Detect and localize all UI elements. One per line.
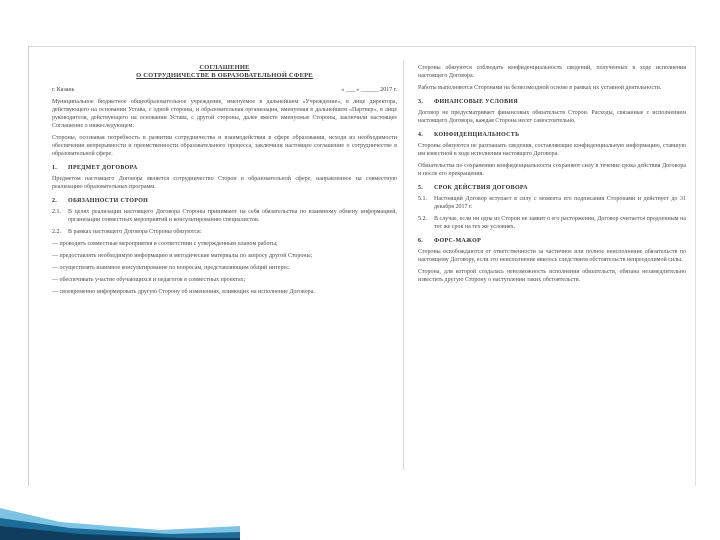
date-label: « ___ » ______ 2017 г. [341, 87, 397, 93]
clause-5-1-text: Настоящий Договор вступает в силу с момента его подписания Сторонами и действует до 31 декабря 2017 г. [434, 196, 686, 210]
clause-2-1-number: 2.1. [52, 209, 61, 215]
clause-5-2-text: В случае, если ни одна из Сторон не заявит о его расторжении, Договор считается продленным на тот же срок на тех же условиях. [434, 216, 686, 230]
clause-2-1-text: В целях реализации настоящего Договора Стороны принимают на себя обязательства по взаимному обмену информацией, организации совместных мероприятий и консультированию специалистов. [68, 209, 397, 223]
page-frame-right [695, 46, 696, 486]
clause-2-2 [52, 228, 397, 236]
section-2-number: 2. [52, 198, 58, 204]
clause-5-2-number: 5.2. [418, 216, 427, 222]
section-4-text: Стороны обязуются не разглашать сведения, составляющие конфиденциальную информацию, ставшую им известной в ходе исполнения настоящего Договора. [418, 143, 686, 157]
section-4-number: 4. [418, 132, 424, 138]
clause-5-1 [418, 195, 686, 211]
clause-5-2 [418, 215, 686, 231]
clause-5-1-number: 5.1. [418, 196, 427, 202]
section-1-heading [52, 164, 397, 172]
list-item: — обеспечивать участие обучающихся и педагогов в совместных проектах; [52, 277, 246, 283]
section-6-text-2: Сторона, для которой создалась невозможность исполнения обязательств, обязана незамедлительно известить другую Сторону о наступлении таких обстоятельств. [418, 269, 686, 283]
section-3-heading [418, 98, 686, 106]
document-page-right [418, 64, 686, 288]
section-1-text: Предметом настоящего Договора является сотрудничество Сторон в образовательной сфере, направленное на совместную реализацию образовательных программ. [52, 176, 397, 190]
page-divider [403, 60, 404, 470]
continuation-paragraph-2: Работы выполняются Сторонами на безвозмездной основе в рамках их уставной деятельности. [418, 85, 662, 91]
page-frame-left [28, 46, 29, 486]
title-line-1: СОГЛАШЕНИЕ [199, 64, 250, 71]
clause-2-2-text: В рамках настоящего Договора Стороны обязуются: [68, 229, 202, 235]
intro-paragraph: Стороны, осознавая потребность в развитии сотрудничества и взаимодействия в сфере образования, исходя из необходимости обеспечения непрерывности и преемственности образовательного процесса, заключили настоящее соглашение о сотрудничестве в образовательной сфере. [52, 135, 397, 157]
section-4-text-2: Обязательства по сохранению конфиденциальности сохраняют силу в течение срока действия Договора и после его прекращения. [418, 163, 686, 177]
list-item: — своевременно информировать другую Сторону об изменениях, влияющих на исполнение Договора. [52, 289, 315, 295]
document-page-left [52, 64, 397, 300]
section-2-title: ОБЯЗАННОСТИ СТОРОН [68, 198, 149, 204]
section-3-number: 3. [418, 99, 424, 105]
section-4-heading [418, 131, 686, 139]
section-1-title: ПРЕДМЕТ ДОГОВОРА [68, 165, 138, 171]
title-line-2: О СОТРУДНИЧЕСТВЕ В ОБРАЗОВАТЕЛЬНОЙ СФЕРЕ [136, 72, 313, 79]
section-5-title: СРОК ДЕЙСТВИЯ ДОГОВОРА [434, 185, 528, 191]
section-3-title: ФИНАНСОВЫЕ УСЛОВИЯ [434, 99, 519, 105]
list-item: — осуществлять взаимное консультирование по вопросам, представляющим общий интерес. [52, 265, 291, 271]
preamble-paragraph: Муниципальное бюджетное общеобразовательное учреждение, именуемое в дальнейшем «Учреждение», в лице директора, действующего на основании Устава, с одной стороны, и образовательная организация, именуемая в дальнейшем «Партнер», в лице руководителя, действующего на основании Устава, с другой стороны, далее вместе именуемые Стороны, заключили настоящее Соглашение о нижеследующем: [52, 99, 397, 129]
list-item: — предоставлять необходимую информацию и методические материалы по запросу другой Стороны; [52, 253, 313, 259]
continuation-paragraph-1: Стороны обязуются соблюдать конфиденциальность сведений, полученных в ходе исполнения настоящего Договора. [418, 65, 686, 79]
clause-2-1 [52, 208, 397, 224]
document-title [52, 64, 397, 80]
section-5-number: 5. [418, 185, 424, 191]
section-6-text: Стороны освобождаются от ответственности за частичное или полное неисполнение обязательств по настоящему Договору, если это неисполнение явилось следствием обстоятельств непреодолимой силы. [418, 249, 686, 263]
city-label: г. Казань [52, 87, 75, 93]
list-item: — проводить совместные мероприятия в соответствии с утвержденным планом работы; [52, 241, 278, 247]
section-3-text: Договор не предусматривает финансовых обязательств Сторон. Расходы, связанные с исполнением настоящего Договора, каждая Сторона несет самостоятельно. [418, 110, 686, 124]
section-4-title: КОНФИДЕНЦИАЛЬНОСТЬ [434, 132, 520, 138]
section-1-number: 1. [52, 165, 58, 171]
decorative-swoosh [0, 460, 240, 540]
page-frame-top [28, 46, 696, 47]
section-6-title: ФОРС-МАЖОР [434, 238, 482, 244]
clause-2-2-number: 2.2. [52, 229, 61, 235]
section-5-heading [418, 184, 686, 192]
section-2-heading [52, 197, 397, 205]
section-6-heading [418, 237, 686, 245]
section-6-number: 6. [418, 238, 424, 244]
place-date-row [52, 86, 397, 94]
